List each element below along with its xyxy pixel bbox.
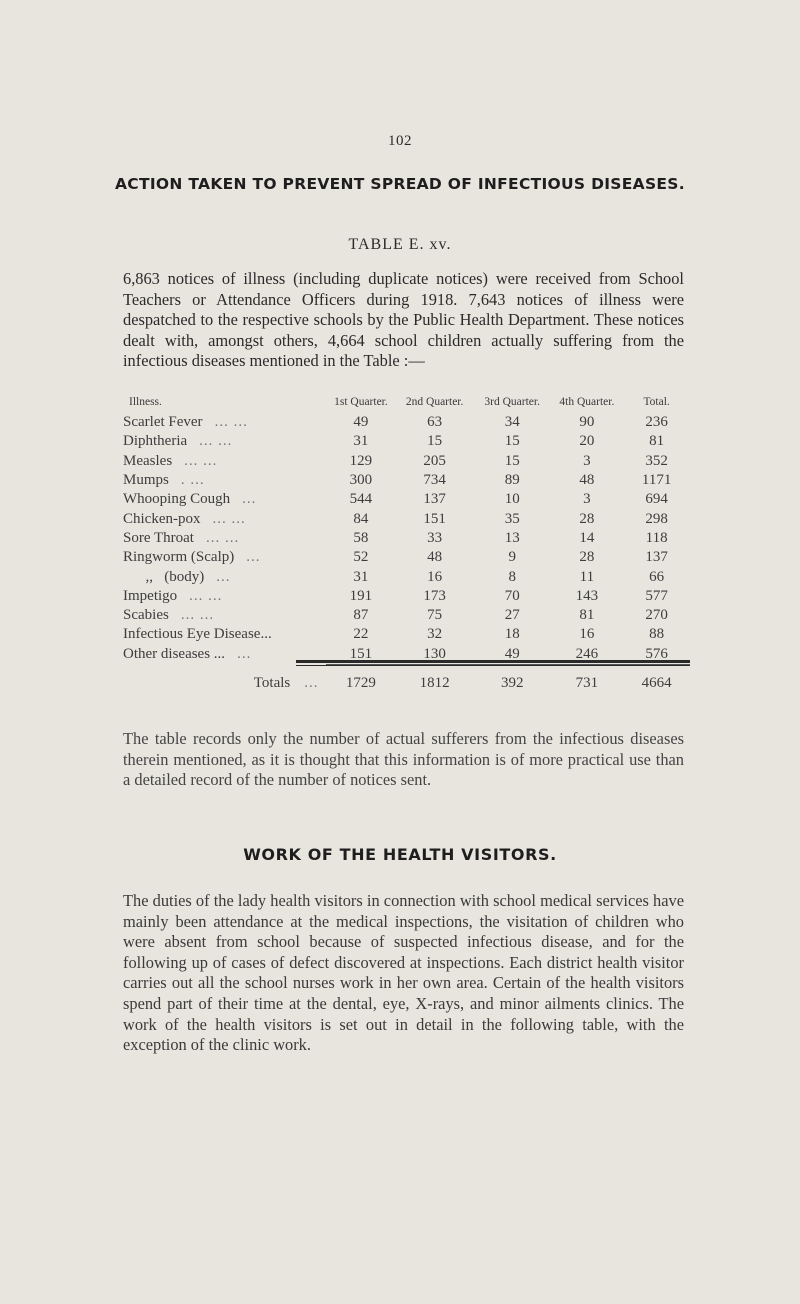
cell-total: 694 (645, 491, 668, 508)
totals-q3: 392 (474, 664, 551, 697)
cell-q3: 9 (508, 549, 516, 566)
leader-dots: ... (242, 491, 257, 508)
cell-q2: 75 (427, 607, 443, 624)
totals-dots: ... (304, 675, 319, 692)
table-row (123, 625, 690, 644)
illness-name: Impetigo (123, 587, 178, 604)
infectious-diseases-table (123, 395, 690, 697)
cell-q3: 70 (504, 587, 520, 604)
cell-q1: 84 (353, 510, 369, 527)
leader-dots: ... ... (184, 452, 218, 469)
table-row (123, 548, 690, 567)
illness-name: Chicken-pox (123, 510, 201, 527)
cell-q4: 11 (579, 568, 595, 585)
cell-q4: 16 (579, 626, 595, 643)
leader-dots: ... (246, 549, 261, 566)
intro-paragraph: 6,863 notices of illness (including duplicate notices) were received from School Teachers or Attendance Officers during 1918. 7,643 notices of illness were despatched to the respective schools by the Public Health Department. These notices dealt with, amongst others, 4,664 school children actually suffering from the infectious diseases mentioned in the Table :— (123, 269, 684, 371)
totals-q4: 731 (551, 664, 624, 697)
totals-double-rule (296, 660, 690, 666)
cell-q4: 3 (583, 452, 591, 469)
cell-q2: 205 (423, 452, 446, 469)
illness-name: Mumps (123, 472, 169, 489)
table-row (123, 587, 690, 606)
table-row (123, 606, 690, 625)
totals-q2: 1812 (395, 664, 474, 697)
cell-q2: 173 (423, 587, 446, 604)
illness-name-cell (123, 606, 326, 625)
leader-dots: ... ... (212, 510, 246, 527)
cell-q3: 18 (504, 626, 520, 643)
cell-q1: 49 (353, 414, 369, 431)
illness-name: ,, (body) (123, 568, 205, 585)
cell-q2: 137 (423, 491, 446, 508)
illness-name-cell (123, 567, 326, 586)
cell-total: 137 (645, 549, 668, 566)
cell-total: 577 (645, 587, 668, 604)
leader-dots: ... ... (214, 414, 248, 431)
leader-dots: ... ... (205, 529, 240, 546)
table-row (123, 413, 690, 432)
header-q4: 4th Quarter. (559, 396, 615, 408)
cell-q3: 13 (504, 529, 520, 546)
illness-name: Sore Throat (123, 529, 194, 546)
cell-q3: 49 (504, 645, 520, 662)
cell-q1: 58 (353, 529, 369, 546)
cell-q1: 52 (353, 549, 369, 566)
illness-name-cell (123, 509, 326, 528)
table-title: TABLE E. xv. (348, 236, 452, 253)
cell-q3: 27 (504, 607, 520, 624)
cell-q2: 16 (427, 568, 443, 585)
header-q3: 3rd Quarter. (484, 396, 540, 408)
main-heading: ACTION TAKEN TO PREVENT SPREAD OF INFECTIOUS DISEASES. (115, 175, 685, 193)
header-q1: 1st Quarter. (334, 396, 388, 408)
header-illness: Illness. (129, 396, 162, 408)
cell-q2: 33 (427, 529, 443, 546)
cell-total: 66 (649, 568, 665, 585)
cell-total: 352 (645, 452, 668, 469)
cell-q2: 32 (427, 626, 443, 643)
note-paragraph: The table records only the number of actual sufferers from the infectious diseases therein mentioned, as it is thought that this information is of more practical use than a detailed record of the number of notices sent. (123, 729, 684, 790)
cell-total: 118 (645, 529, 668, 546)
cell-q1: 31 (353, 568, 369, 585)
table-row (123, 490, 690, 509)
table-row (123, 509, 690, 528)
cell-q3: 15 (504, 452, 520, 469)
cell-total: 1171 (641, 472, 672, 489)
cell-q4: 48 (579, 472, 595, 489)
cell-q4: 90 (579, 414, 595, 431)
cell-q1: 191 (349, 587, 373, 604)
cell-total: 270 (645, 607, 668, 624)
cell-total: 88 (649, 626, 665, 643)
illness-name: Scarlet Fever (123, 414, 203, 431)
cell-q4: 14 (579, 529, 595, 546)
cell-q4: 143 (575, 587, 599, 604)
cell-q2: 15 (427, 433, 443, 450)
cell-q2: 63 (427, 414, 443, 431)
cell-q3: 10 (504, 491, 520, 508)
table-row (123, 567, 690, 586)
cell-q3: 89 (504, 472, 520, 489)
leader-dots: ... (216, 568, 231, 585)
illness-name-cell (123, 432, 326, 451)
cell-q1: 87 (353, 607, 369, 624)
cell-q4: 28 (579, 549, 595, 566)
illness-name: Other diseases ... (123, 645, 226, 662)
cell-q4: 81 (579, 607, 595, 624)
totals-total: 4664 (623, 664, 690, 697)
cell-q1: 544 (349, 491, 373, 508)
cell-q4: 3 (583, 491, 591, 508)
cell-q4: 246 (575, 645, 599, 662)
cell-q3: 15 (504, 433, 520, 450)
cell-q2: 48 (427, 549, 443, 566)
cell-q4: 28 (579, 510, 595, 527)
illness-name: Diphtheria (123, 433, 188, 450)
totals-q1: 1729 (326, 664, 395, 697)
illness-name: Measles (123, 452, 173, 469)
totals-row (123, 664, 690, 697)
cell-q3: 35 (504, 510, 520, 527)
cell-q1: 300 (349, 472, 373, 489)
cell-q1: 31 (353, 433, 369, 450)
table-row (123, 452, 690, 471)
cell-q2: 151 (423, 510, 446, 527)
cell-total: 298 (645, 510, 668, 527)
cell-total: 576 (645, 645, 668, 662)
illness-name: Whooping Cough (123, 491, 231, 508)
cell-q1: 129 (349, 452, 373, 469)
page-number: 102 (388, 133, 412, 149)
leader-dots: ... ... (189, 587, 223, 604)
cell-q1: 22 (353, 626, 369, 643)
illness-name: Ringworm (Scalp) (123, 549, 235, 566)
health-visitors-paragraph: The duties of the lady health visitors in connection with school medical services have mainly been attendance at the medical inspections, the visitation of children who were absent from school because of suspected infectious disease, and for the following up of cases of defect discovered at inspections. Each district health visitor carries out all the school nurses work in her own area. Certain of the health visitors spend part of their time at the dental, eye, X-rays, and minor ailments clinics. The work of the health visitors is set out in detail in the following table, with the exception of the clinic work. (123, 891, 684, 1055)
table-row (123, 432, 690, 451)
table-header-row (123, 395, 690, 413)
leader-dots: ... (237, 645, 252, 662)
leader-dots: ... ... (199, 433, 233, 450)
header-total: Total. (643, 396, 670, 408)
illness-name-cell (123, 548, 326, 567)
table-row (123, 529, 690, 548)
illness-name-cell (123, 587, 326, 606)
illness-name-cell (123, 625, 326, 644)
cell-q4: 20 (579, 433, 595, 450)
leader-dots: ... ... (180, 607, 215, 624)
cell-q1: 151 (349, 645, 373, 662)
illness-name-cell (123, 452, 326, 471)
section-heading: WORK OF THE HEALTH VISITORS. (243, 845, 557, 864)
illness-name: Infectious Eye Disease... (123, 626, 272, 643)
cell-q3: 34 (504, 414, 520, 431)
cell-total: 81 (649, 433, 665, 450)
illness-name-cell (123, 471, 326, 490)
table-row (123, 471, 690, 490)
illness-name-cell (123, 490, 326, 509)
totals-label-cell (123, 664, 326, 697)
table-body (123, 413, 690, 664)
totals-label: Totals (253, 675, 291, 692)
header-q2: 2nd Quarter. (405, 396, 464, 408)
cell-q2: 734 (423, 472, 446, 489)
leader-dots: . ... (180, 472, 205, 489)
illness-name-cell (123, 413, 326, 432)
illness-name-cell (123, 529, 326, 548)
cell-q3: 8 (508, 568, 516, 585)
cell-q2: 130 (423, 645, 446, 662)
illness-name: Scabies (123, 607, 169, 624)
cell-total: 236 (645, 414, 668, 431)
